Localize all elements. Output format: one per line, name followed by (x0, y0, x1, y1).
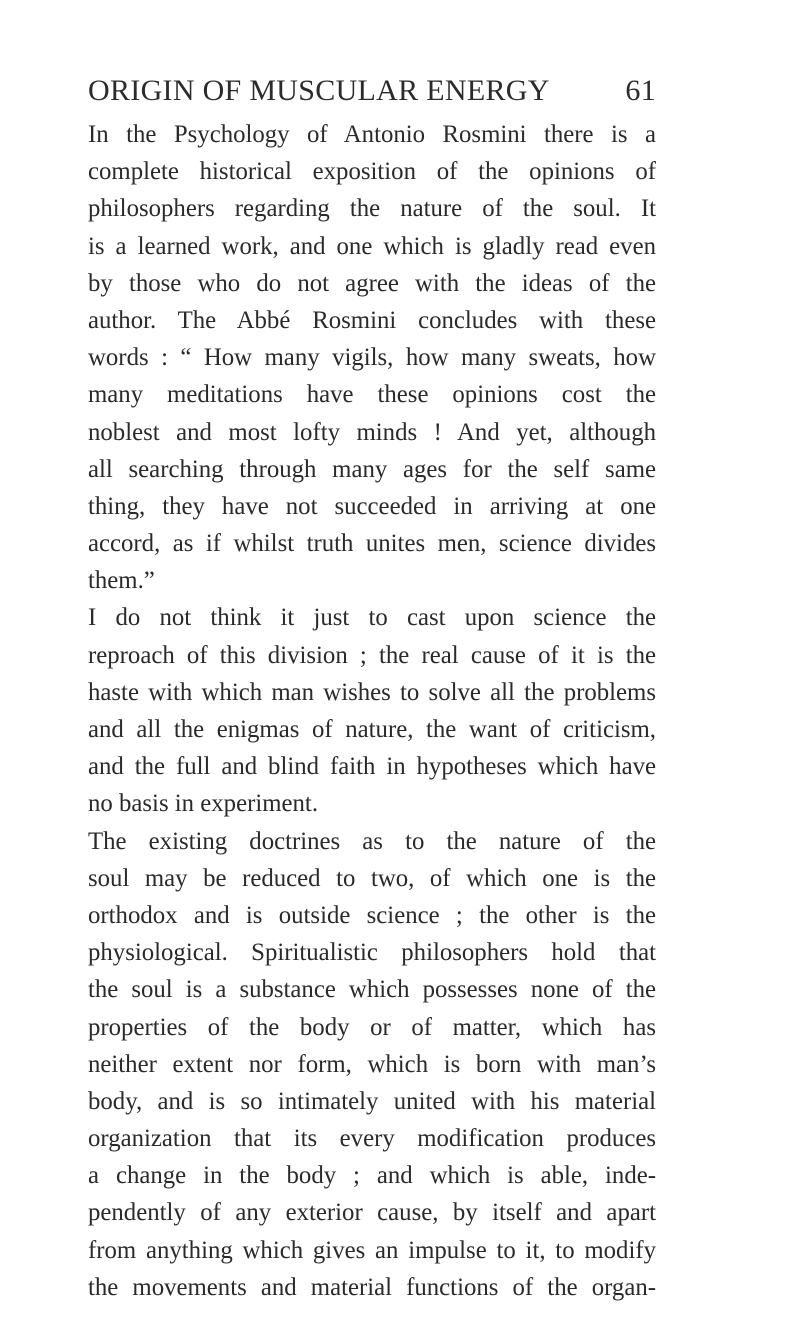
text-line: by those who do not agree with the ideas of the (88, 269, 656, 297)
text-line: I do not think it just to cast upon science the (88, 604, 656, 632)
text-line: the movements and material functions of the organ- (88, 1273, 656, 1301)
text-line: reproach of this division ; the real cause of it is the (88, 641, 656, 669)
text-line: body, and is so intimately united with his material (88, 1087, 656, 1115)
running-head-title: ORIGIN OF MUSCULAR ENERGY (88, 74, 550, 107)
text-line: all searching through many ages for the self same (88, 455, 656, 483)
text-line: and the full and blind faith in hypotheses which have (88, 753, 656, 781)
text-line: neither extent nor form, which is born with man’s (88, 1050, 656, 1078)
text-line: complete historical exposition of the opinions of (88, 158, 656, 186)
text-line: haste with which man wishes to solve all the problems (88, 678, 656, 706)
text-line: In the Psychology of Antonio Rosmini there is a (88, 121, 656, 148)
text-line: a change in the body ; and which is able, inde- (88, 1162, 656, 1190)
text-line: pendently of any exterior cause, by itself and apart (88, 1199, 656, 1227)
text-line: the soul is a substance which possesses none of the (88, 976, 656, 1004)
text-line: thing, they have not succeeded in arriving at one (88, 492, 656, 520)
text-line: author. The Abbé Rosmini concludes with these (88, 306, 656, 334)
text-line: and all the enigmas of nature, the want of criticism, (88, 716, 656, 743)
text-line: no basis in experiment. (88, 790, 319, 818)
text-line: is a learned work, and one which is gladly read even (88, 232, 656, 260)
text-line: accord, as if whilst truth unites men, science divides (88, 530, 656, 558)
text-line: them.” (88, 567, 155, 595)
running-head (88, 74, 656, 108)
body-text (88, 116, 656, 1306)
text-line: noblest and most lofty minds ! And yet, although (88, 418, 656, 446)
text-line: properties of the body or of matter, which has (88, 1013, 656, 1041)
text-line: many meditations have these opinions cost the (88, 381, 656, 409)
text-line: philosophers regarding the nature of the soul. It (88, 195, 656, 223)
text-line: organization that its every modification produces (88, 1125, 656, 1153)
text-line: physiological. Spiritualistic philosophers hold that (88, 939, 656, 967)
text-line: from anything which gives an impulse to it, to modify (88, 1236, 656, 1264)
text-line: soul may be reduced to two, of which one is the (88, 864, 656, 892)
page-number: 61 (625, 74, 656, 107)
text-line: The existing doctrines as to the nature of the (88, 827, 656, 855)
text-line: words : “ How many vigils, how many sweats, how (88, 344, 656, 372)
text-line: orthodox and is outside science ; the other is the (88, 901, 656, 929)
